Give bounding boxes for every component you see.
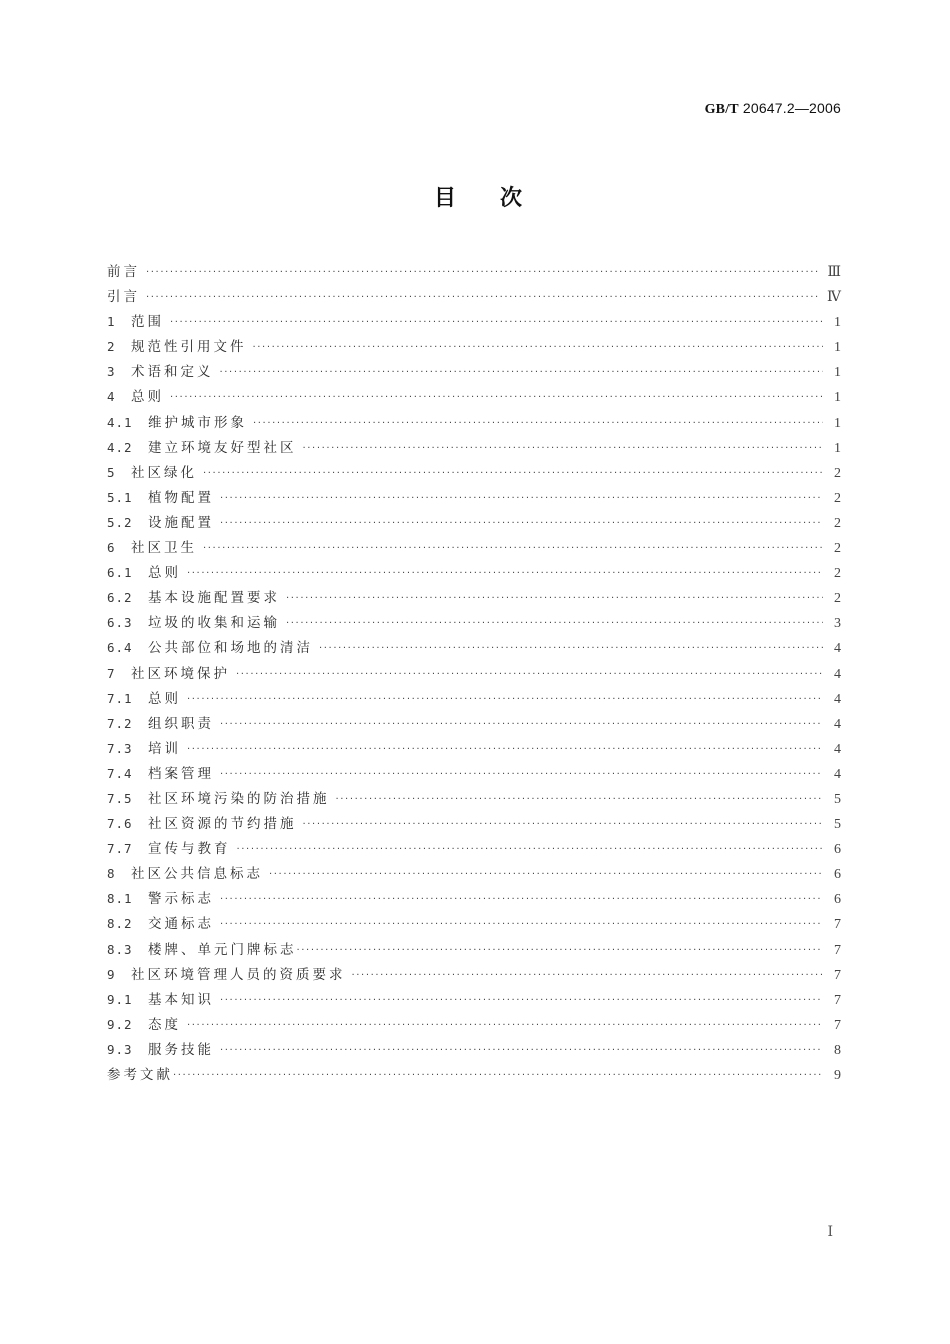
toc-section-title: 组织职责 <box>148 715 214 732</box>
toc-section-title: 基本设施配置要求 <box>148 590 280 607</box>
toc-page-number: 7 <box>834 1017 841 1033</box>
dot-leader <box>203 543 823 554</box>
toc-page-number: Ⅳ <box>827 290 841 306</box>
toc-section-number: 8.3 <box>107 941 133 957</box>
toc-page-number: 1 <box>834 390 841 406</box>
toc-page-number: 4 <box>834 766 841 782</box>
toc-section-title: 社区环境污染的防治措施 <box>148 790 330 807</box>
dot-leader <box>220 518 823 529</box>
toc-section-title: 社区资源的节约措施 <box>148 816 297 833</box>
dot-leader <box>220 1045 823 1056</box>
toc-section-title: 社区公共信息标志 <box>131 866 263 883</box>
toc-entry[interactable] <box>107 1038 841 1063</box>
toc-page-number: 4 <box>834 716 841 732</box>
toc-page-number: 4 <box>834 641 841 657</box>
dot-leader <box>303 819 824 830</box>
toc-page-number: 4 <box>834 666 841 682</box>
toc-section-title: 服务技能 <box>148 1041 214 1058</box>
dot-leader <box>352 970 824 981</box>
toc-section-number: 6.2 <box>107 590 133 606</box>
toc-page-number: 9 <box>834 1068 841 1083</box>
toc-page-number: 6 <box>834 842 841 858</box>
dot-leader <box>170 317 823 328</box>
toc-section-number: 7.4 <box>107 765 133 781</box>
toc-entry[interactable] <box>107 335 841 360</box>
toc-page-number: 2 <box>834 566 841 582</box>
toc-entry[interactable] <box>107 385 841 410</box>
toc-section-number: 1 <box>107 314 116 330</box>
table-of-contents <box>107 260 841 1088</box>
toc-section-title: 态度 <box>148 1016 181 1033</box>
toc-entry[interactable] <box>107 737 841 762</box>
toc-section-title: 前言 <box>107 264 140 280</box>
toc-page-number: 3 <box>834 616 841 632</box>
dot-leader <box>220 995 823 1006</box>
dot-leader <box>269 869 823 880</box>
toc-page-number: 5 <box>834 791 841 807</box>
dot-leader <box>297 945 824 956</box>
toc-entry[interactable] <box>107 486 841 511</box>
toc-page-number: 7 <box>834 917 841 933</box>
toc-page-number: 1 <box>834 440 841 456</box>
toc-section-number: 7.1 <box>107 690 133 706</box>
dot-leader <box>236 669 823 680</box>
toc-entry[interactable] <box>107 887 841 912</box>
toc-entry[interactable] <box>107 511 841 536</box>
dot-leader <box>286 593 823 604</box>
toc-section-title: 宣传与教育 <box>148 841 231 858</box>
dot-leader <box>203 468 823 479</box>
toc-section-title: 社区环境保护 <box>131 665 230 682</box>
toc-section-number: 9 <box>107 966 116 982</box>
toc-page-number: 1 <box>834 365 841 381</box>
standard-code <box>705 100 841 118</box>
toc-section-number: 3 <box>107 364 116 380</box>
toc-page-number: 1 <box>834 315 841 331</box>
toc-section-title: 植物配置 <box>148 489 214 506</box>
toc-page-number: 2 <box>834 515 841 531</box>
toc-entry[interactable] <box>107 787 841 812</box>
dot-leader <box>146 267 819 278</box>
toc-section-title: 总则 <box>131 389 164 406</box>
dot-leader <box>286 618 823 629</box>
toc-entry[interactable] <box>107 938 841 963</box>
toc-section-title: 引言 <box>107 289 140 306</box>
toc-section-number: 7.7 <box>107 841 133 857</box>
toc-entry[interactable] <box>107 712 841 737</box>
toc-section-number: 7.2 <box>107 715 133 731</box>
toc-entry[interactable] <box>107 963 841 988</box>
dot-leader <box>187 694 823 705</box>
toc-entry[interactable] <box>107 812 841 837</box>
toc-section-title: 建立环境友好型社区 <box>148 439 297 456</box>
dot-leader <box>187 568 823 579</box>
toc-section-title: 设施配置 <box>148 514 214 531</box>
toc-page-number: 2 <box>834 465 841 481</box>
toc-section-number: 5.1 <box>107 489 133 505</box>
standard-number: 20647.2—2006 <box>742 100 841 116</box>
toc-section-title: 维护城市形象 <box>148 414 247 431</box>
toc-section-number: 6 <box>107 540 116 556</box>
toc-page-number: 2 <box>834 541 841 557</box>
toc-section-number: 9.3 <box>107 1041 133 1057</box>
dot-leader <box>237 844 824 855</box>
toc-section-title: 参考文献 <box>107 1067 173 1083</box>
toc-page-number: 1 <box>834 340 841 356</box>
toc-section-title: 总则 <box>148 690 181 707</box>
toc-entry[interactable] <box>107 1013 841 1038</box>
toc-section-number: 7.3 <box>107 740 133 756</box>
toc-entry[interactable] <box>107 662 841 687</box>
dot-leader <box>173 1070 823 1081</box>
toc-page-number: 4 <box>834 691 841 707</box>
toc-section-number: 8.1 <box>107 891 133 907</box>
dot-leader <box>220 769 823 780</box>
toc-entry[interactable] <box>107 436 841 461</box>
toc-section-number: 8 <box>107 866 116 882</box>
toc-entry[interactable] <box>107 411 841 436</box>
toc-section-title: 总则 <box>148 565 181 582</box>
toc-entry[interactable] <box>107 360 841 385</box>
toc-entry[interactable] <box>107 988 841 1013</box>
toc-section-number: 4 <box>107 389 116 405</box>
toc-entry[interactable] <box>107 611 841 636</box>
toc-section-title: 社区绿化 <box>131 464 197 481</box>
toc-entry[interactable] <box>107 461 841 486</box>
toc-entry[interactable] <box>107 536 841 561</box>
toc-page-number: 6 <box>834 867 841 883</box>
toc-section-title: 基本知识 <box>148 991 214 1008</box>
toc-section-title: 公共部位和场地的清洁 <box>148 640 313 657</box>
dot-leader <box>303 443 824 454</box>
toc-section-title: 术语和定义 <box>131 364 214 381</box>
toc-page-number: 8 <box>834 1042 841 1058</box>
dot-leader <box>220 919 823 930</box>
toc-section-number: 9.2 <box>107 1016 133 1032</box>
dot-leader <box>170 392 823 403</box>
toc-page-number: 2 <box>834 591 841 607</box>
toc-page-number: 5 <box>834 817 841 833</box>
page-number: Ⅰ <box>827 1225 833 1240</box>
toc-entry[interactable] <box>107 862 841 887</box>
toc-entry[interactable] <box>107 310 841 335</box>
toc-section-number: 4.1 <box>107 414 133 430</box>
toc-entry[interactable] <box>107 1063 841 1088</box>
dot-leader <box>220 367 824 378</box>
toc-entry[interactable] <box>107 837 841 862</box>
toc-section-title: 范围 <box>131 314 164 331</box>
toc-section-title: 垃圾的收集和运输 <box>148 615 280 632</box>
toc-entry[interactable] <box>107 561 841 586</box>
toc-section-title: 楼牌、单元门牌标志 <box>148 941 297 958</box>
toc-entry[interactable] <box>107 586 841 611</box>
dot-leader <box>319 643 823 654</box>
dot-leader <box>187 1020 823 1031</box>
toc-section-title: 社区卫生 <box>131 540 197 557</box>
toc-entry[interactable] <box>107 912 841 937</box>
toc-section-title: 交通标志 <box>148 916 214 933</box>
toc-section-number: 4.2 <box>107 439 133 455</box>
toc-page-number: 7 <box>834 967 841 983</box>
toc-section-number: 6.4 <box>107 640 133 656</box>
toc-section-number: 5 <box>107 464 116 480</box>
toc-section-number: 2 <box>107 339 116 355</box>
toc-page-number: 7 <box>834 942 841 958</box>
toc-page-number: Ⅲ <box>827 265 841 280</box>
dot-leader <box>187 744 823 755</box>
toc-section-title: 档案管理 <box>148 765 214 782</box>
toc-section-title: 警示标志 <box>148 891 214 908</box>
toc-entry[interactable] <box>107 636 841 661</box>
toc-section-number: 9.1 <box>107 991 133 1007</box>
dot-leader <box>253 342 824 353</box>
toc-page-number: 1 <box>834 415 841 431</box>
toc-section-number: 8.2 <box>107 916 133 932</box>
toc-section-title: 社区环境管理人员的资质要求 <box>131 966 346 983</box>
dot-leader <box>146 292 819 303</box>
toc-section-number: 7 <box>107 665 116 681</box>
toc-page-number: 7 <box>834 992 841 1008</box>
dot-leader <box>336 794 824 805</box>
toc-section-title: 培训 <box>148 740 181 757</box>
toc-entry[interactable] <box>107 762 841 787</box>
page-title: 目次 <box>433 186 566 211</box>
toc-section-title: 规范性引用文件 <box>131 339 247 356</box>
standard-prefix: GB/T <box>704 102 739 117</box>
toc-page-number: 4 <box>834 741 841 757</box>
toc-section-number: 6.1 <box>107 565 133 581</box>
toc-entry[interactable] <box>107 260 841 285</box>
toc-section-number: 7.6 <box>107 816 133 832</box>
toc-section-number: 7.5 <box>107 790 133 806</box>
dot-leader <box>253 418 823 429</box>
toc-entry[interactable] <box>107 285 841 310</box>
toc-page-number: 2 <box>834 490 841 506</box>
dot-leader <box>220 894 823 905</box>
toc-section-number: 5.2 <box>107 514 133 530</box>
dot-leader <box>220 719 823 730</box>
toc-entry[interactable] <box>107 687 841 712</box>
toc-section-number: 6.3 <box>107 615 133 631</box>
toc-page-number: 6 <box>834 892 841 908</box>
dot-leader <box>220 493 823 504</box>
